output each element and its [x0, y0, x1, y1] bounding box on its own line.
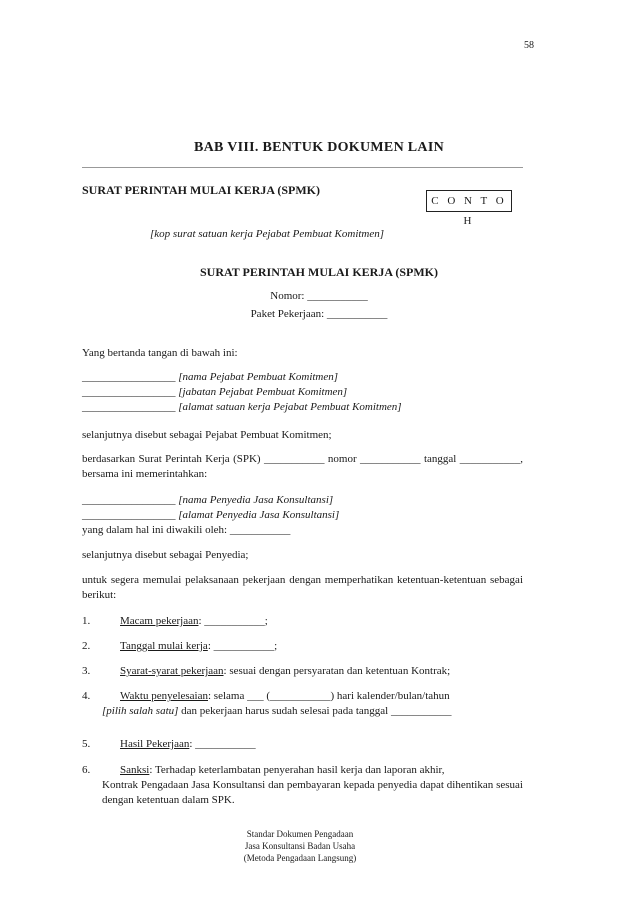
blank: _________________	[82, 509, 176, 521]
section-heading: SURAT PERINTAH MULAI KERJA (SPMK)	[82, 183, 321, 197]
provider-name-label: [nama Penyedia Jasa Konsultansi]	[175, 494, 334, 506]
provider-identity-block	[82, 493, 523, 538]
provider-line	[82, 493, 523, 508]
list-item	[82, 639, 523, 654]
ppk-designation: selanjutnya disebut sebagai Pejabat Pembuat Komitmen;	[82, 429, 332, 441]
item-term: Tanggal mulai kerja	[120, 640, 208, 652]
intro-text: Yang bertanda tangan di bawah ini:	[82, 347, 238, 359]
item-number: 6.	[82, 764, 91, 776]
item-number: 2.	[82, 640, 91, 652]
item-term: Syarat-syarat pekerjaan	[120, 665, 224, 677]
ppk-line	[82, 385, 523, 400]
list-item	[82, 664, 523, 679]
item-number: 4.	[82, 690, 91, 702]
list-item	[82, 737, 523, 752]
item-number: 5.	[82, 738, 91, 750]
item-term: Sanksi	[120, 764, 150, 776]
item-term: Waktu penyelesaian	[120, 690, 208, 702]
chapter-title: BAB VIII. BENTUK DOKUMEN LAIN	[194, 140, 444, 155]
blank: _________________	[82, 371, 176, 383]
representative-line: yang dalam hal ini diwakili oleh: ___________	[82, 524, 291, 536]
item-number: 1.	[82, 615, 91, 627]
document-title: SURAT PERINTAH MULAI KERJA (SPMK)	[199, 265, 438, 279]
provider-designation: selanjutnya disebut sebagai Penyedia;	[82, 549, 249, 561]
paket-line: Paket Pekerjaan: ___________	[250, 308, 388, 320]
list-item	[82, 614, 523, 629]
ppk-position-label: [jabatan Pejabat Pembuat Komitmen]	[175, 386, 348, 398]
item-note: [pilih salah satu]	[102, 705, 179, 717]
item-value: : ___________;	[207, 640, 278, 652]
ppk-line	[82, 370, 523, 385]
item-term: Hasil Pekerjaan	[120, 738, 190, 750]
item-number: 3.	[82, 665, 91, 677]
footer-line: Jasa Konsultansi Badan Usaha	[244, 841, 356, 851]
ppk-line	[82, 400, 523, 415]
item-value: : sesuai dengan persyaratan dan ketentuan Kontrak;	[223, 665, 451, 677]
blank: _________________	[82, 401, 176, 413]
provider-address-label: [alamat Penyedia Jasa Konsultansi]	[175, 509, 340, 521]
item-continuation: dan pekerjaan harus sudah selesai pada tanggal ___________	[178, 705, 452, 717]
contoh-stamp: C O N T O H	[426, 190, 512, 212]
item-continuation: Kontrak Pengadaan Jasa Konsultansi dan pembayaran kepada penyedia dapat dihentikan sesuai dengan ketentuan dalam SPK.	[102, 779, 523, 806]
list-item	[82, 763, 523, 808]
item-value: : Terhadap keterlambatan penyerahan hasil kerja dan laporan akhir,	[149, 764, 445, 776]
provider-line	[82, 508, 523, 523]
page-number: 58	[524, 40, 534, 51]
footer-line: Standar Dokumen Pengadaan	[246, 829, 354, 839]
ppk-identity-block	[82, 370, 523, 415]
divider	[82, 167, 523, 168]
ppk-name-label: [nama Pejabat Pembuat Komitmen]	[175, 371, 339, 383]
footer-line: (Metoda Pengadaan Langsung)	[243, 853, 357, 863]
instruction-paragraph: untuk segera memulai pelaksanaan pekerjaan dengan memperhatikan ketentuan-ketentuan sebagai berikut:	[82, 574, 523, 601]
item-value: : ___________;	[198, 615, 268, 627]
letterhead-placeholder: [kop surat satuan kerja Pejabat Pembuat Komitmen]	[150, 228, 385, 240]
item-value: : selama ___ (___________) hari kalender/bulan/tahun	[208, 690, 450, 702]
basis-paragraph: berdasarkan Surat Perintah Kerja (SPK) ___________ nomor ___________ tanggal ___________, bersama ini memerintahkan:	[82, 453, 523, 480]
blank: _________________	[82, 494, 176, 506]
list-item	[82, 689, 523, 719]
blank: _________________	[82, 386, 176, 398]
item-value: : ___________	[189, 738, 256, 750]
item-term: Macam pekerjaan	[120, 615, 199, 627]
ppk-address-label: [alamat satuan kerja Pejabat Pembuat Komitmen]	[175, 401, 402, 413]
nomor-line: Nomor: ___________	[270, 290, 368, 302]
page-footer	[0, 828, 600, 864]
